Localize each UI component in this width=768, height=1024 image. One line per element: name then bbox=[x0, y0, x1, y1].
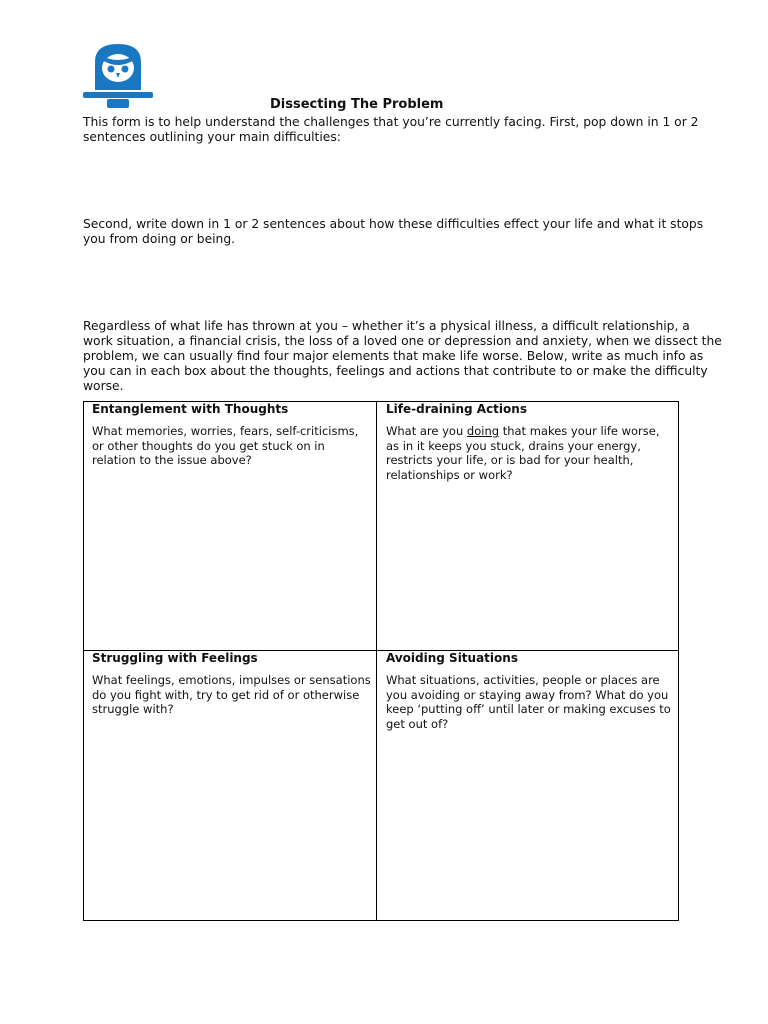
feelings-box[interactable] bbox=[92, 651, 372, 717]
intro-paragraph: This form is to help understand the challenges that you’re currently facing. First, pop down in 1 or 2 sentences outlining your main difficulties: bbox=[83, 115, 699, 144]
actions-prompt-underlined: doing bbox=[466, 424, 500, 438]
avoiding-heading: Avoiding Situations bbox=[386, 651, 518, 665]
actions-box[interactable] bbox=[386, 402, 676, 482]
second-paragraph: Second, write down in 1 or 2 sentences about how these difficulties effect your life and what it stops you from doing or being. bbox=[83, 217, 704, 246]
actions-prompt-start: What are you bbox=[386, 424, 467, 438]
table-divider-vertical bbox=[376, 402, 377, 920]
thoughts-heading: Entanglement with Thoughts bbox=[92, 402, 289, 416]
page-title: Dissecting The Problem bbox=[270, 97, 444, 112]
actions-prompt-end: that makes your life worse, as in it keeps you stuck, drains your energy, restricts your life, or is bad for your health, relationships or work? bbox=[386, 424, 660, 482]
actions-heading: Life-draining Actions bbox=[386, 402, 527, 416]
four-elements-table bbox=[83, 401, 679, 921]
thoughts-prompt: What memories, worries, fears, self-criticisms, or other thoughts do you get stuck on in relation to the issue above? bbox=[92, 424, 359, 467]
feelings-prompt: What feelings, emotions, impulses or sensations do you fight with, try to get rid of or otherwise struggle with? bbox=[92, 673, 371, 716]
feelings-heading: Struggling with Feelings bbox=[92, 651, 258, 665]
owl-logo-icon bbox=[83, 42, 153, 110]
thoughts-box[interactable] bbox=[92, 402, 372, 468]
avoiding-prompt: What situations, activities, people or places are you avoiding or staying away from? What do you keep ‘putting off’ until later or making excuses to get out of? bbox=[386, 673, 671, 731]
actions-prompt bbox=[386, 424, 676, 482]
avoiding-box[interactable] bbox=[386, 651, 676, 731]
elements-paragraph: Regardless of what life has thrown at you – whether it’s a physical illness, a difficult relationship, a work situation, a financial crisis, the loss of a loved one or depression and anxiety, when we dissect the problem, we can usually find four major elements that make life worse. Below, write as much info as you can in each box about the thoughts, feelings and actions that contribute to or make the difficulty worse. bbox=[83, 319, 722, 393]
